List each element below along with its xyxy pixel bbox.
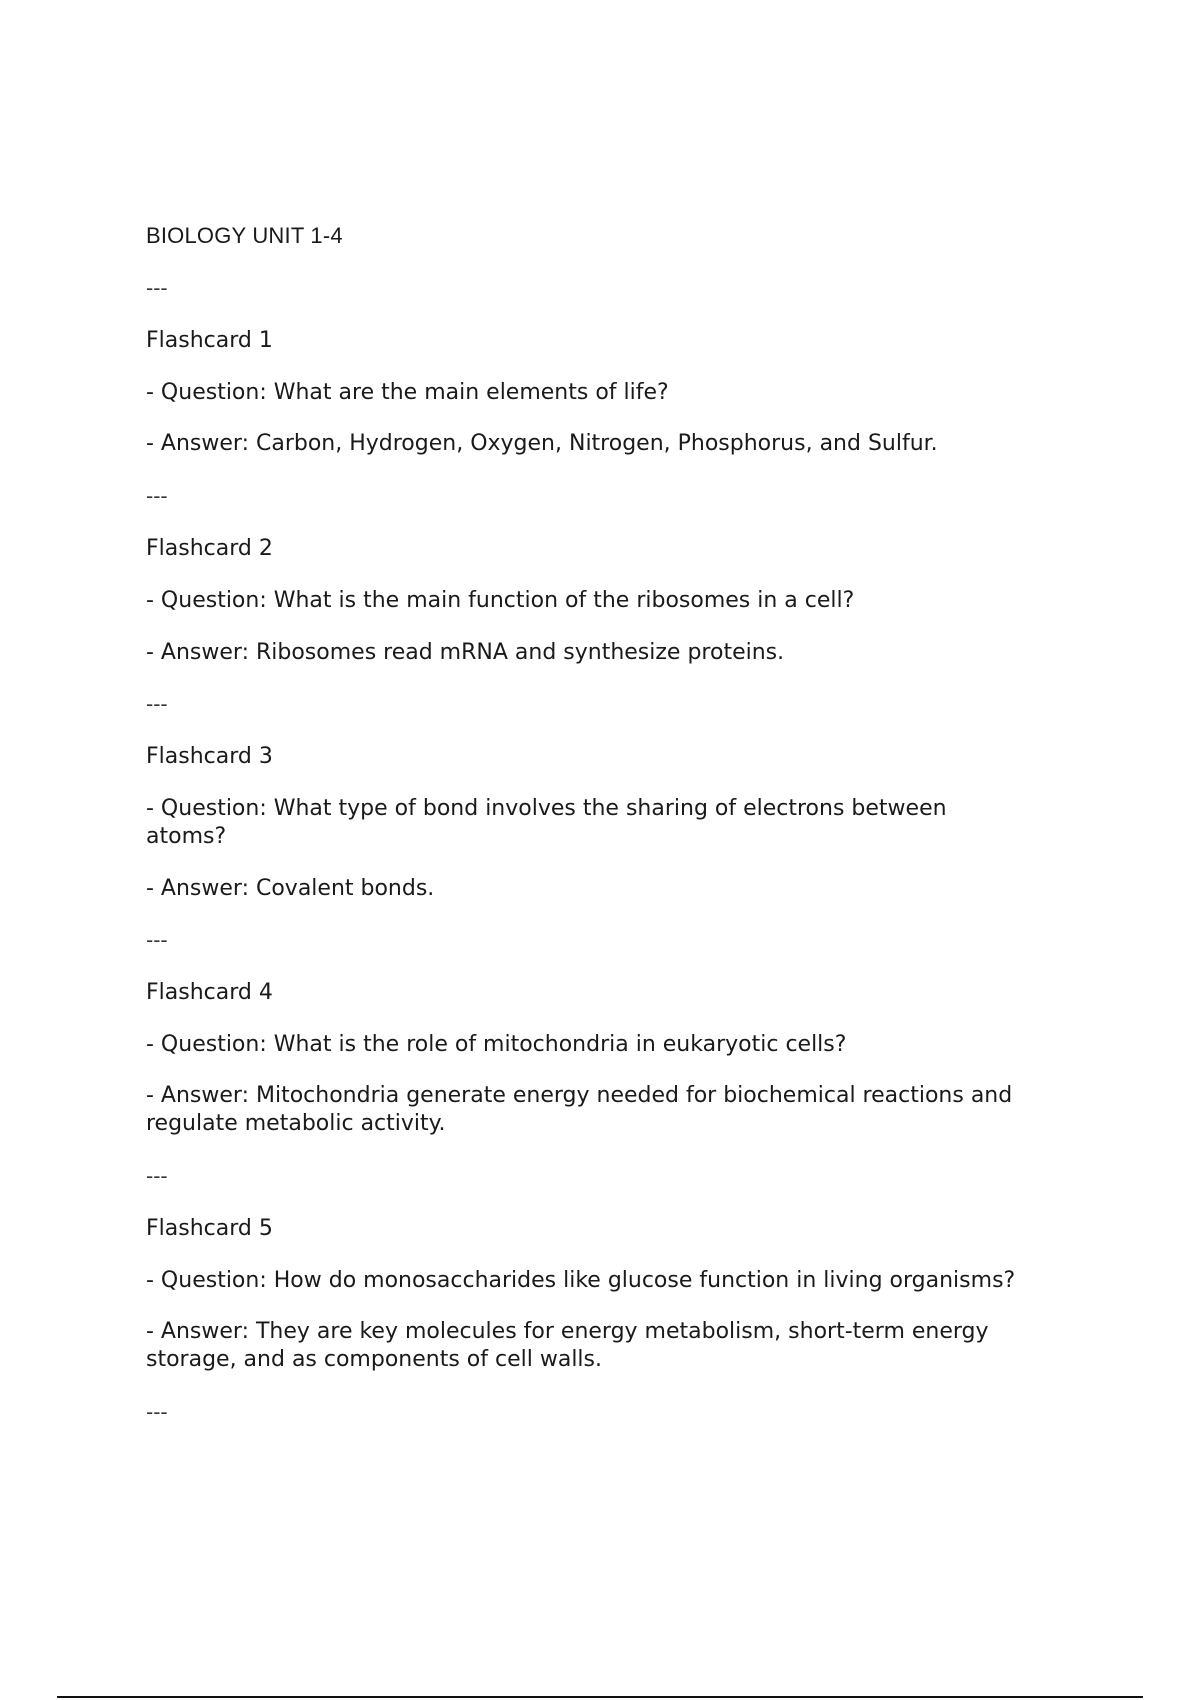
- flashcard-5-question: - Question: How do monosaccharides like glucose function in living organisms?: [146, 1268, 1016, 1293]
- flashcard-4-answer: - Answer: Mitochondria generate energy needed for biochemical reactions and regulate metabolic activity.: [146, 1083, 1013, 1136]
- separator: ---: [146, 276, 168, 300]
- separator: ---: [146, 1400, 168, 1424]
- flashcard-2-question: - Question: What is the main function of the ribosomes in a cell?: [146, 588, 855, 613]
- flashcard-3-answer: - Answer: Covalent bonds.: [146, 876, 435, 901]
- flashcard-3-heading: Flashcard 3: [146, 744, 273, 769]
- flashcard-2-heading: Flashcard 2: [146, 536, 273, 561]
- separator: ---: [146, 928, 168, 952]
- flashcard-5-heading: Flashcard 5: [146, 1216, 273, 1241]
- bottom-divider: [57, 1696, 1143, 1698]
- flashcard-1-answer: - Answer: Carbon, Hydrogen, Oxygen, Nitrogen, Phosphorus, and Sulfur.: [146, 431, 938, 456]
- flashcard-1-heading: Flashcard 1: [146, 328, 273, 353]
- flashcard-3-question: - Question: What type of bond involves the sharing of electrons between atoms?: [146, 796, 947, 849]
- flashcard-1-question: - Question: What are the main elements of life?: [146, 380, 669, 405]
- flashcard-5-answer: - Answer: They are key molecules for energy metabolism, short-term energy storage, and as components of cell walls.: [146, 1319, 989, 1372]
- flashcard-2-answer: - Answer: Ribosomes read mRNA and synthesize proteins.: [146, 640, 785, 665]
- separator: ---: [146, 484, 168, 508]
- document-title: BIOLOGY UNIT 1-4: [146, 223, 343, 248]
- separator: ---: [146, 1164, 168, 1188]
- flashcard-4-question: - Question: What is the role of mitochondria in eukaryotic cells?: [146, 1032, 847, 1057]
- separator: ---: [146, 692, 168, 716]
- flashcard-4-heading: Flashcard 4: [146, 980, 273, 1005]
